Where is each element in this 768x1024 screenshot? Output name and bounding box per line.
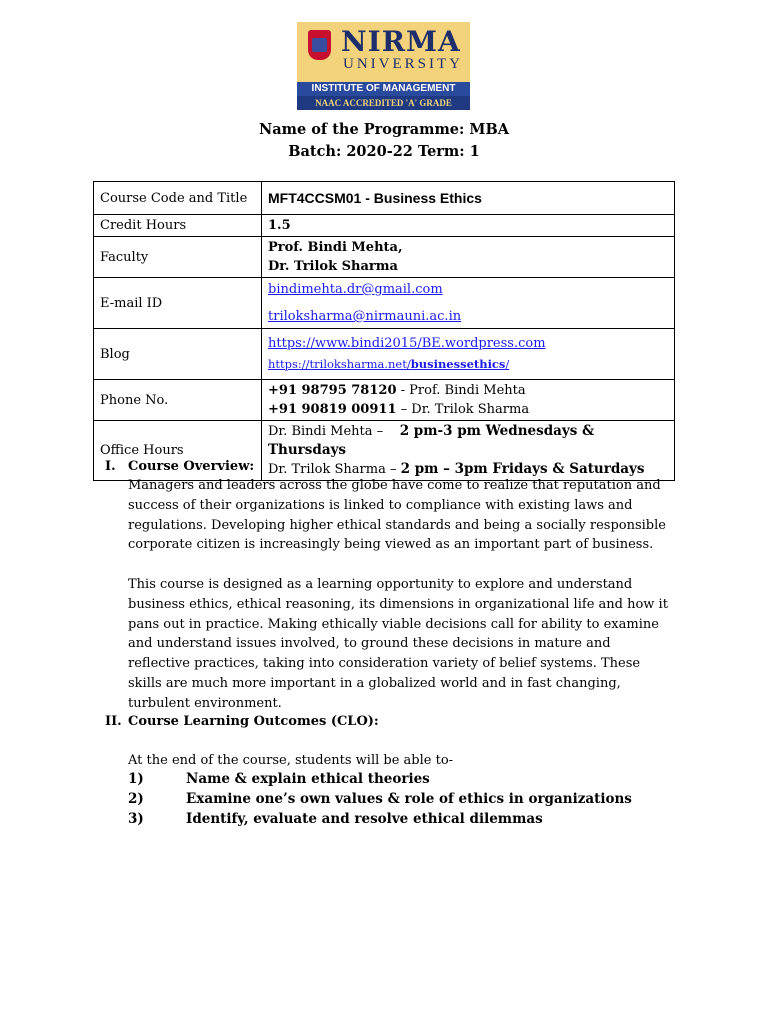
course-code-label: Course Code and Title: [94, 182, 262, 215]
logo-band-institute: INSTITUTE OF MANAGEMENT: [297, 82, 470, 96]
overview-paragraph-2: This course is designed as a learning opportunity to explore and understand business ethics, ethical reasoning, its dimensions in organizational life and how it pans out in practice. Making ethically viable decisions call for ability to examine and understand issues involved, to ground these decisions in mature and reflective practices, taking into consideration variety of belief systems. These skills are much more important in a globalized world and in fast changing, turbulent environment.: [128, 577, 668, 711]
credit-hours-value: 1.5: [262, 215, 675, 237]
email-link-2[interactable]: triloksharma@nirmauni.ac.in: [268, 309, 462, 324]
faculty-1: Prof. Bindi Mehta,: [268, 240, 403, 255]
office-hours-label: Office Hours: [94, 421, 262, 481]
programme-name: Name of the Programme: MBA: [259, 121, 509, 138]
phone-2-name: – Dr. Trilok Sharma: [396, 402, 530, 417]
email-label: E-mail ID: [94, 278, 262, 329]
phone-2-number: +91 90819 00911: [268, 402, 397, 417]
overview-paragraph-1: Managers and leaders across the globe have come to realize that reputation and success of their organizations is linked to compliance with existing laws and regulations. Developing higher ethical standards and being a socially responsible corporate citizen is increasingly being viewed as an important part of business.: [128, 478, 666, 553]
list-item: [128, 771, 430, 787]
office-hours-value: [262, 421, 675, 481]
section-title: Course Learning Outcomes (CLO):: [128, 714, 379, 729]
table-row: [94, 215, 675, 237]
blog-link-2[interactable]: [268, 355, 668, 374]
logo-sub: UNIVERSITY: [343, 56, 463, 72]
blog-link-2-suffix: /: [505, 357, 510, 371]
clo-intro: At the end of the course, students will be able to-: [128, 753, 454, 768]
seal-icon: [308, 30, 331, 60]
clo-number: 3): [128, 811, 144, 827]
section-number: II.: [105, 714, 122, 729]
clo-number: 1): [128, 771, 144, 787]
blog-link-1[interactable]: https://www.bindi2015/BE.wordpress.com: [268, 336, 546, 351]
section-title: Course Overview:: [128, 459, 255, 474]
course-code-value: MFT4CCSM01 - Business Ethics: [262, 182, 675, 215]
university-logo: [297, 22, 470, 110]
office-2-name: Dr. Trilok Sharma –: [268, 462, 397, 477]
blog-label: Blog: [94, 329, 262, 380]
logo-name: NIRMA: [341, 25, 461, 58]
phone-1-name: - Prof. Bindi Mehta: [396, 383, 526, 398]
blog-link-2-bold: businessethics: [410, 357, 506, 371]
list-item: [128, 811, 543, 827]
course-info-table: [93, 181, 675, 481]
office-2-time: 2 pm – 3pm Fridays & Saturdays: [400, 461, 645, 477]
office-1-name: Dr. Bindi Mehta –: [268, 424, 384, 439]
list-item: [128, 791, 632, 807]
phone-label: Phone No.: [94, 380, 262, 421]
batch-term: Batch: 2020-22 Term: 1: [288, 143, 480, 160]
blog-link-2-prefix: https://triloksharma.net/: [268, 357, 411, 371]
clo-text: Identify, evaluate and resolve ethical dilemmas: [186, 811, 543, 827]
blog-value: [262, 329, 675, 380]
table-row: [94, 380, 675, 421]
email-value: [262, 278, 675, 329]
credit-hours-label: Credit Hours: [94, 215, 262, 237]
logo-top: [297, 22, 470, 82]
table-row: [94, 329, 675, 380]
logo-band-naac: NAAC ACCREDITED 'A' GRADE: [297, 96, 470, 110]
faculty-label: Faculty: [94, 237, 262, 278]
phone-value: [262, 380, 675, 421]
clo-number: 2): [128, 791, 144, 807]
clo-text: Examine one’s own values & role of ethics in organizations: [186, 791, 632, 807]
table-row: [94, 278, 675, 329]
phone-1-number: +91 98795 78120: [268, 383, 397, 398]
clo-text: Name & explain ethical theories: [186, 771, 430, 787]
faculty-value: [262, 237, 675, 278]
faculty-2: Dr. Trilok Sharma: [268, 259, 398, 274]
section-number: I.: [105, 459, 116, 474]
email-link-1[interactable]: bindimehta.dr@gmail.com: [268, 282, 443, 297]
table-row: [94, 182, 675, 215]
table-row: [94, 237, 675, 278]
office-1-time: 2 pm-3 pm Wednesdays & Thursdays: [268, 423, 595, 458]
